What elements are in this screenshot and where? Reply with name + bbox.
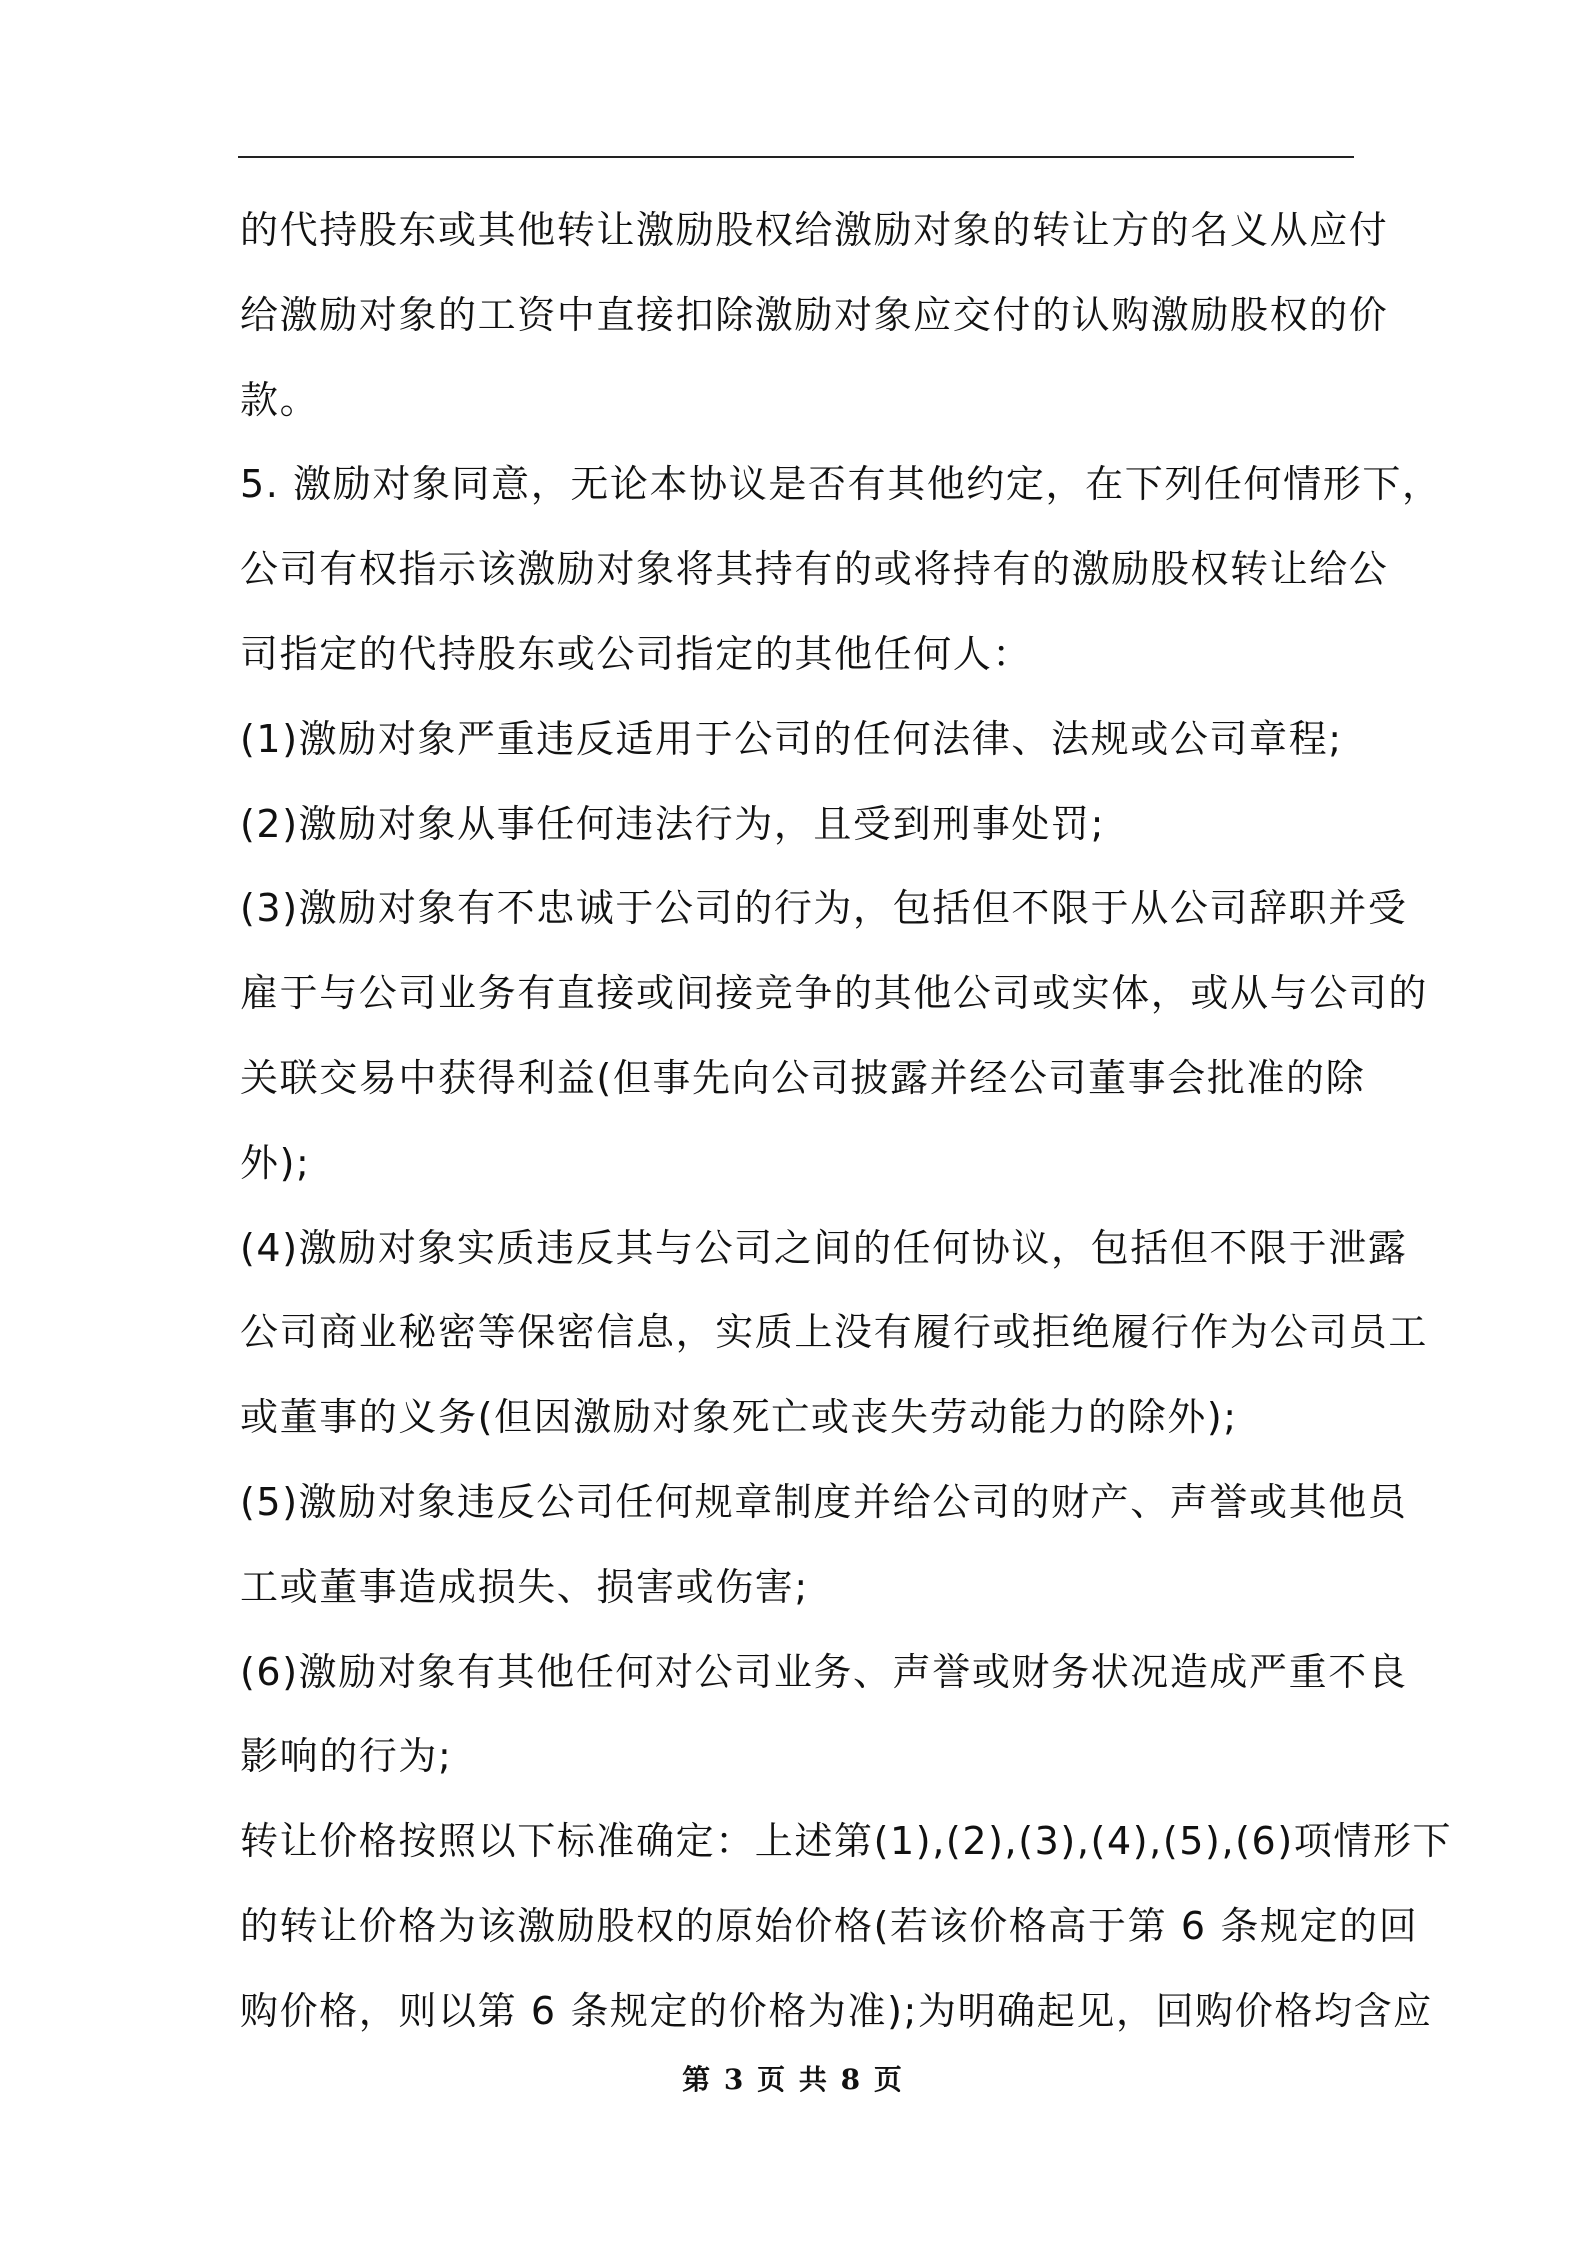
text-line: 工或董事造成损失、损害或伤害; <box>240 1564 809 1609</box>
text-line: (5)激励对象违反公司任何规章制度并给公司的财产、声誉或其他员 <box>240 1479 1408 1524</box>
text-line: (4)激励对象实质违反其与公司之间的任何协议，包括但不限于泄露 <box>240 1225 1408 1270</box>
text-line: 转让价格按照以下标准确定：上述第(1),(2),(3),(4),(5),(6)项情形下 <box>240 1819 1453 1864</box>
text-line: 外); <box>240 1140 311 1185</box>
text-line: 款。 <box>240 377 320 422</box>
text-line: 雇于与公司业务有直接或间接竞争的其他公司或实体，或从与公司的 <box>240 971 1429 1016</box>
text-line: 的转让价格为该激励股权的原始价格(若该价格高于第 6 条规定的回 <box>240 1903 1419 1948</box>
text-line: 司指定的代持股东或公司指定的其他任何人： <box>240 631 1033 676</box>
body-text <box>240 188 1453 2054</box>
text-line: 的代持股东或其他转让激励股权给激励对象的转让方的名义从应付 <box>240 208 1389 252</box>
text-line: (1)激励对象严重违反适用于公司的任何法律、法规或公司章程; <box>240 716 1343 761</box>
text-line: 5. 激励对象同意，无论本协议是否有其他约定，在下列任何情形下， <box>240 462 1442 507</box>
text-line: 关联交易中获得利益(但事先向公司披露并经公司董事会批准的除 <box>240 1055 1366 1100</box>
text-line: 公司有权指示该激励对象将其持有的或将持有的激励股权转让给公 <box>240 547 1389 592</box>
text-line: 或董事的义务(但因激励对象死亡或丧失劳动能力的除外); <box>240 1395 1238 1440</box>
text-line: 给激励对象的工资中直接扣除激励对象应交付的认购激励股权的价 <box>240 292 1389 337</box>
text-line: (2)激励对象从事任何违法行为，且受到刑事处罚; <box>240 801 1106 846</box>
text-line: (6)激励对象有其他任何对公司业务、声誉或财务状况造成严重不良 <box>240 1649 1408 1694</box>
page-number-footer: 第 3 页 共 8 页 <box>682 2063 904 2096</box>
header-rule <box>238 156 1354 158</box>
text-line: (3)激励对象有不忠诚于公司的行为，包括但不限于从公司辞职并受 <box>240 886 1408 931</box>
text-line: 公司商业秘密等保密信息，实质上没有履行或拒绝履行作为公司员工 <box>240 1310 1429 1355</box>
text-line: 购价格，则以第 6 条规定的价格为准);为明确起见，回购价格均含应 <box>240 1988 1433 2033</box>
text-line: 影响的行为; <box>240 1734 453 1779</box>
